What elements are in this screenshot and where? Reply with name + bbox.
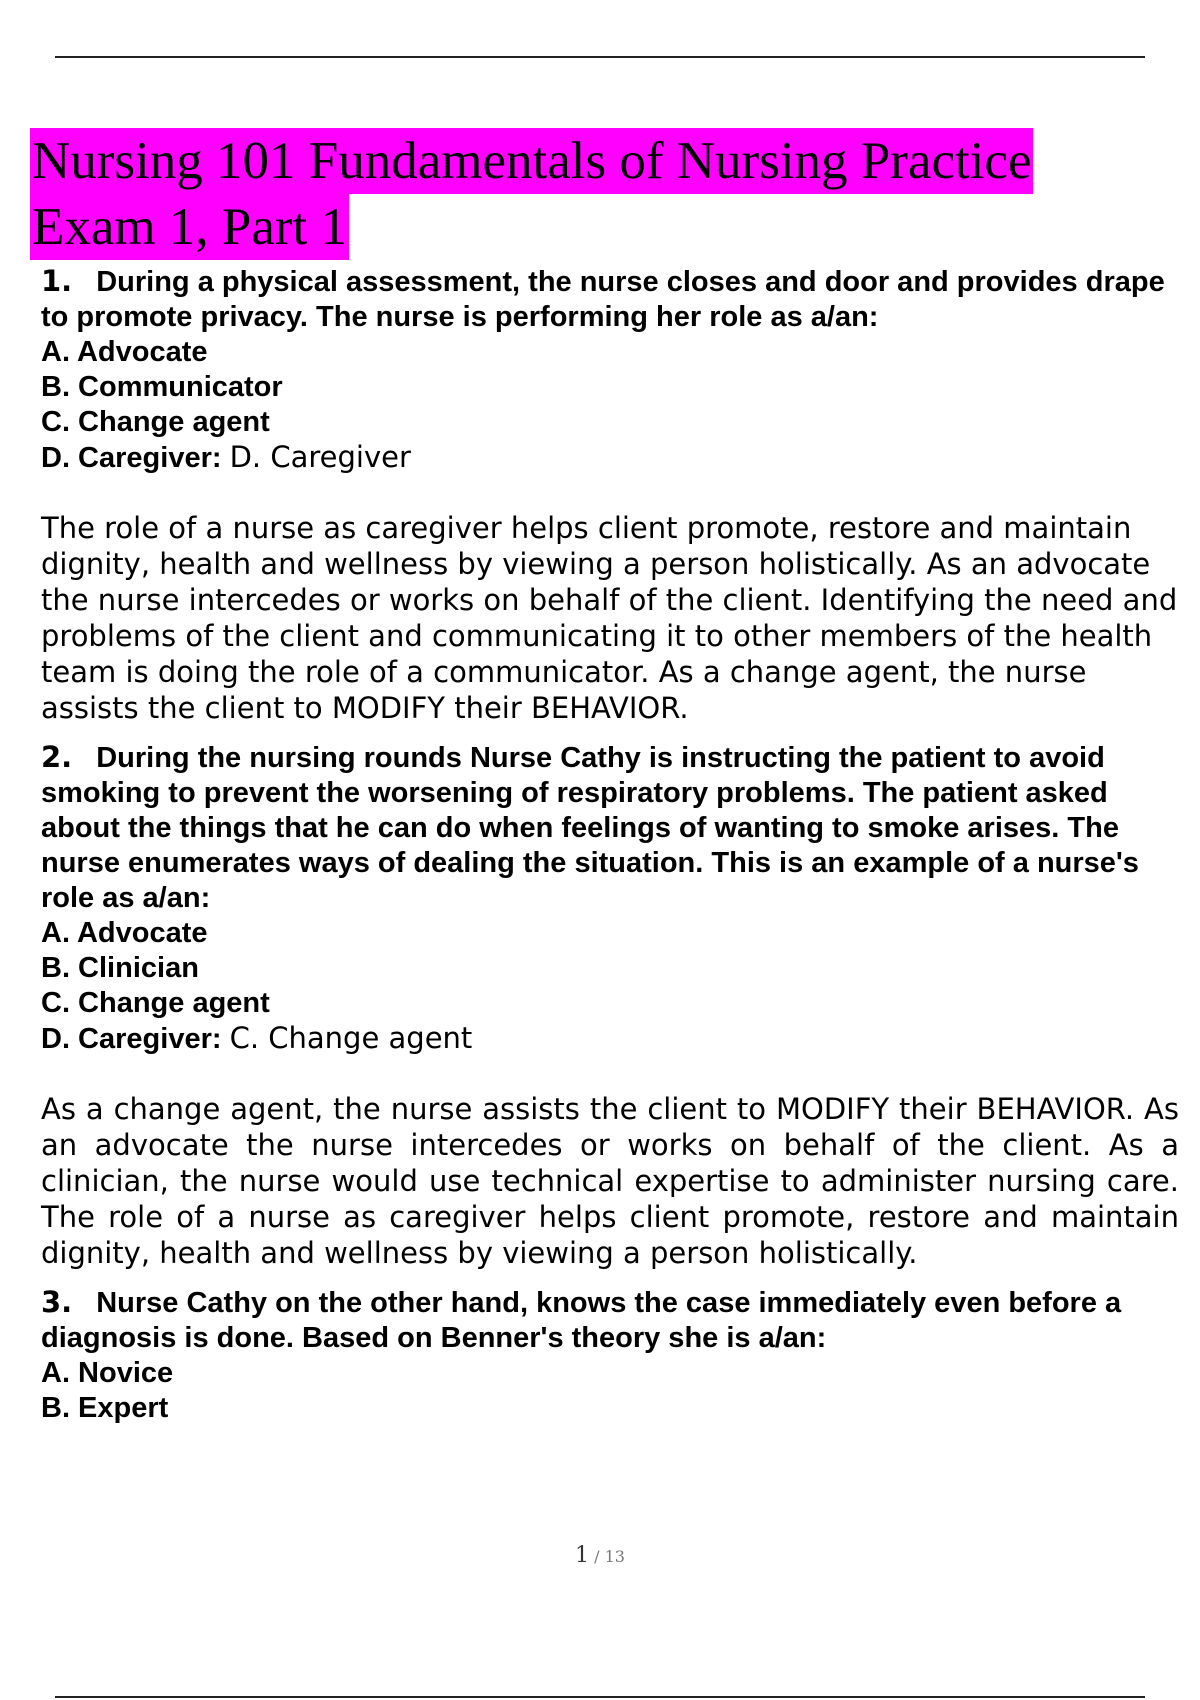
question-1-option-d <box>41 440 1179 476</box>
question-2-explanation: As a change agent, the nurse assists the client to MODIFY their BEHAVIOR. As an advocate the nurse intercedes or works on behalf of the client. As a clinician, the nurse would use technical expertise to administer nursing care. The role of a nurse as caregiver helps client promote, restore and maintain dignity, health and wellness by viewing a person holistically. <box>41 1092 1179 1270</box>
question-3-option-b: B. Expert <box>41 1392 169 1424</box>
bottom-divider <box>55 1696 1145 1698</box>
question-2-text <box>41 740 1179 916</box>
question-3-option-a: A. Novice <box>41 1357 174 1389</box>
document-title <box>30 128 1170 260</box>
question-1-text <box>41 264 1179 335</box>
question-1-option-a: A. Advocate <box>41 336 208 368</box>
page-number <box>0 1543 1200 1568</box>
question-2-option-c: C. Change agent <box>41 987 270 1019</box>
question-2-option-d <box>41 1021 1179 1057</box>
question-2 <box>41 740 1179 1271</box>
question-1-option-b: B. Communicator <box>41 371 283 403</box>
question-1-explanation: The role of a nurse as caregiver helps client promote, restore and maintain dignity, health and wellness by viewing a person holistically. As an advocate the nurse intercedes or works on behalf of the client. Identifying the need and problems of the client and communicating it to other members of the health team is doing the role of a communicator. As a change agent, the nurse assists the client to MODIFY their BEHAVIOR. <box>41 511 1178 725</box>
title-line-2: Exam 1, Part 1 <box>30 194 349 260</box>
page-number-current: 1 <box>575 1543 590 1568</box>
question-2-option-a: A. Advocate <box>41 917 208 949</box>
question-3-prompt: Nurse Cathy on the other hand, knows the case immediately even before a diagnosis is done. Based on Benner's theory she is a/an: <box>41 1287 1122 1354</box>
question-3-number: 3. <box>41 1285 73 1319</box>
question-2-answer: C. Change agent <box>229 1021 473 1055</box>
question-1-number: 1. <box>41 264 73 298</box>
question-1-option-c: C. Change agent <box>41 406 270 438</box>
question-2-option-d-label: D. Caregiver: <box>41 1023 222 1055</box>
question-1-option-d-label: D. Caregiver: <box>41 442 222 474</box>
question-3-text <box>41 1285 1179 1356</box>
top-divider <box>55 56 1145 58</box>
document-body <box>41 264 1179 1426</box>
title-line-1: Nursing 101 Fundamentals of Nursing Practice <box>30 128 1033 194</box>
question-1-prompt: During a physical assessment, the nurse closes and door and provides drape to promote privacy. The nurse is performing her role as a/an: <box>41 266 1165 333</box>
question-2-prompt: During the nursing rounds Nurse Cathy is instructing the patient to avoid smoking to prevent the worsening of respiratory problems. The patient asked about the things that he can do when feelings of wanting to smoke arises. The nurse enumerates ways of dealing the situation. This is an example of a nurse's role as a/an: <box>41 742 1139 914</box>
question-1 <box>41 264 1179 726</box>
question-1-answer: D. Caregiver <box>229 440 411 474</box>
question-2-option-b: B. Clinician <box>41 952 199 984</box>
page-number-total: / 13 <box>594 1547 625 1566</box>
question-2-number: 2. <box>41 740 73 774</box>
question-3 <box>41 1285 1179 1426</box>
